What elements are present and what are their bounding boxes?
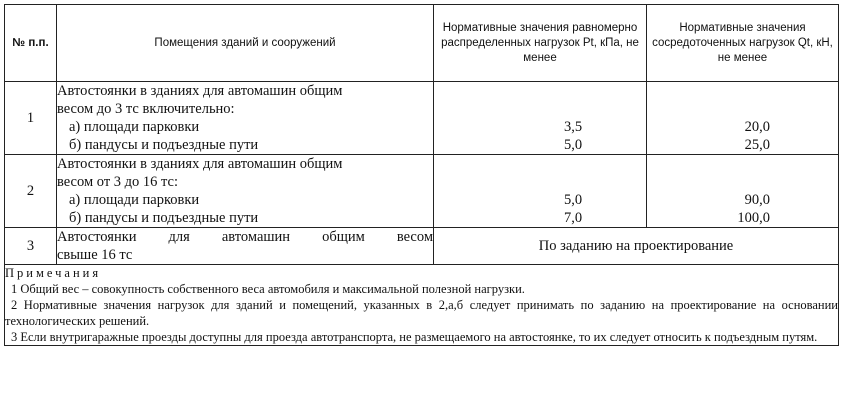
concentrated-values [647, 155, 839, 228]
header-distributed-loads: Нормативные значения равномерно распределенных нагрузок Pt, кПа, не менее [434, 5, 647, 82]
distributed-values [434, 155, 647, 228]
description-line: свыше 16 тс [57, 247, 133, 263]
row-number: 1 [5, 82, 57, 155]
header-concentrated-loads: Нормативные значения сосредоточенных нагрузок Qt, кН, не менее [647, 5, 839, 82]
row-number: 2 [5, 155, 57, 228]
value-cell: 100,0 [737, 210, 770, 226]
value-cell: 25,0 [744, 137, 770, 153]
table-row [5, 82, 839, 155]
header-premises: Помещения зданий и сооружений [57, 5, 434, 82]
row-number: 3 [5, 228, 57, 265]
notes-block [5, 265, 839, 346]
row-description [57, 228, 434, 265]
description-line: Автостоянки для автомашин общим весом [57, 229, 433, 245]
loads-table [4, 4, 839, 346]
description-line: весом от 3 до 16 тс: [57, 174, 179, 190]
note-item: 1 Общий вес – совокупность собственного веса автомобиля и максимальной полезной нагрузки. [11, 282, 525, 296]
description-line: Автостоянки в зданиях для автомашин общим [57, 156, 343, 172]
distributed-values [434, 82, 647, 155]
notes-title: Примечания [5, 266, 102, 280]
table-row [5, 228, 839, 265]
note-item: 2 Нормативные значения нагрузок для зданий и помещений, указанных в 2,а,б следует принимать по заданию на проектирование на основании технологических решений. [5, 298, 838, 328]
description-line: весом до 3 тс включительно: [57, 101, 235, 117]
value-cell: 5,0 [564, 137, 583, 153]
description-sub-item: б) пандусы и подъездные пути [69, 137, 259, 153]
row-description [57, 155, 434, 228]
description-sub-item: б) пандусы и подъездные пути [69, 210, 259, 226]
value-cell: 20,0 [744, 119, 770, 135]
concentrated-values [647, 82, 839, 155]
row-description [57, 82, 434, 155]
note-item: 3 Если внутригаражные проезды доступны для проезда автотранспорта, не размещаемого на автостоянке, то их следует относить к подъездным путям. [11, 330, 818, 344]
description-line: Автостоянки в зданиях для автомашин общим [57, 83, 343, 99]
value-cell: 3,5 [564, 119, 583, 135]
notes-row [5, 265, 839, 346]
description-sub-item: а) площади парковки [69, 119, 200, 135]
table-header-row [5, 5, 839, 82]
table-row [5, 155, 839, 228]
value-cell: 5,0 [564, 192, 583, 208]
value-cell: 90,0 [744, 192, 770, 208]
value-cell: 7,0 [564, 210, 583, 226]
description-sub-item: а) площади парковки [69, 192, 200, 208]
header-number: № п.п. [5, 5, 57, 82]
merged-value-cell: По заданию на проектирование [434, 228, 839, 265]
